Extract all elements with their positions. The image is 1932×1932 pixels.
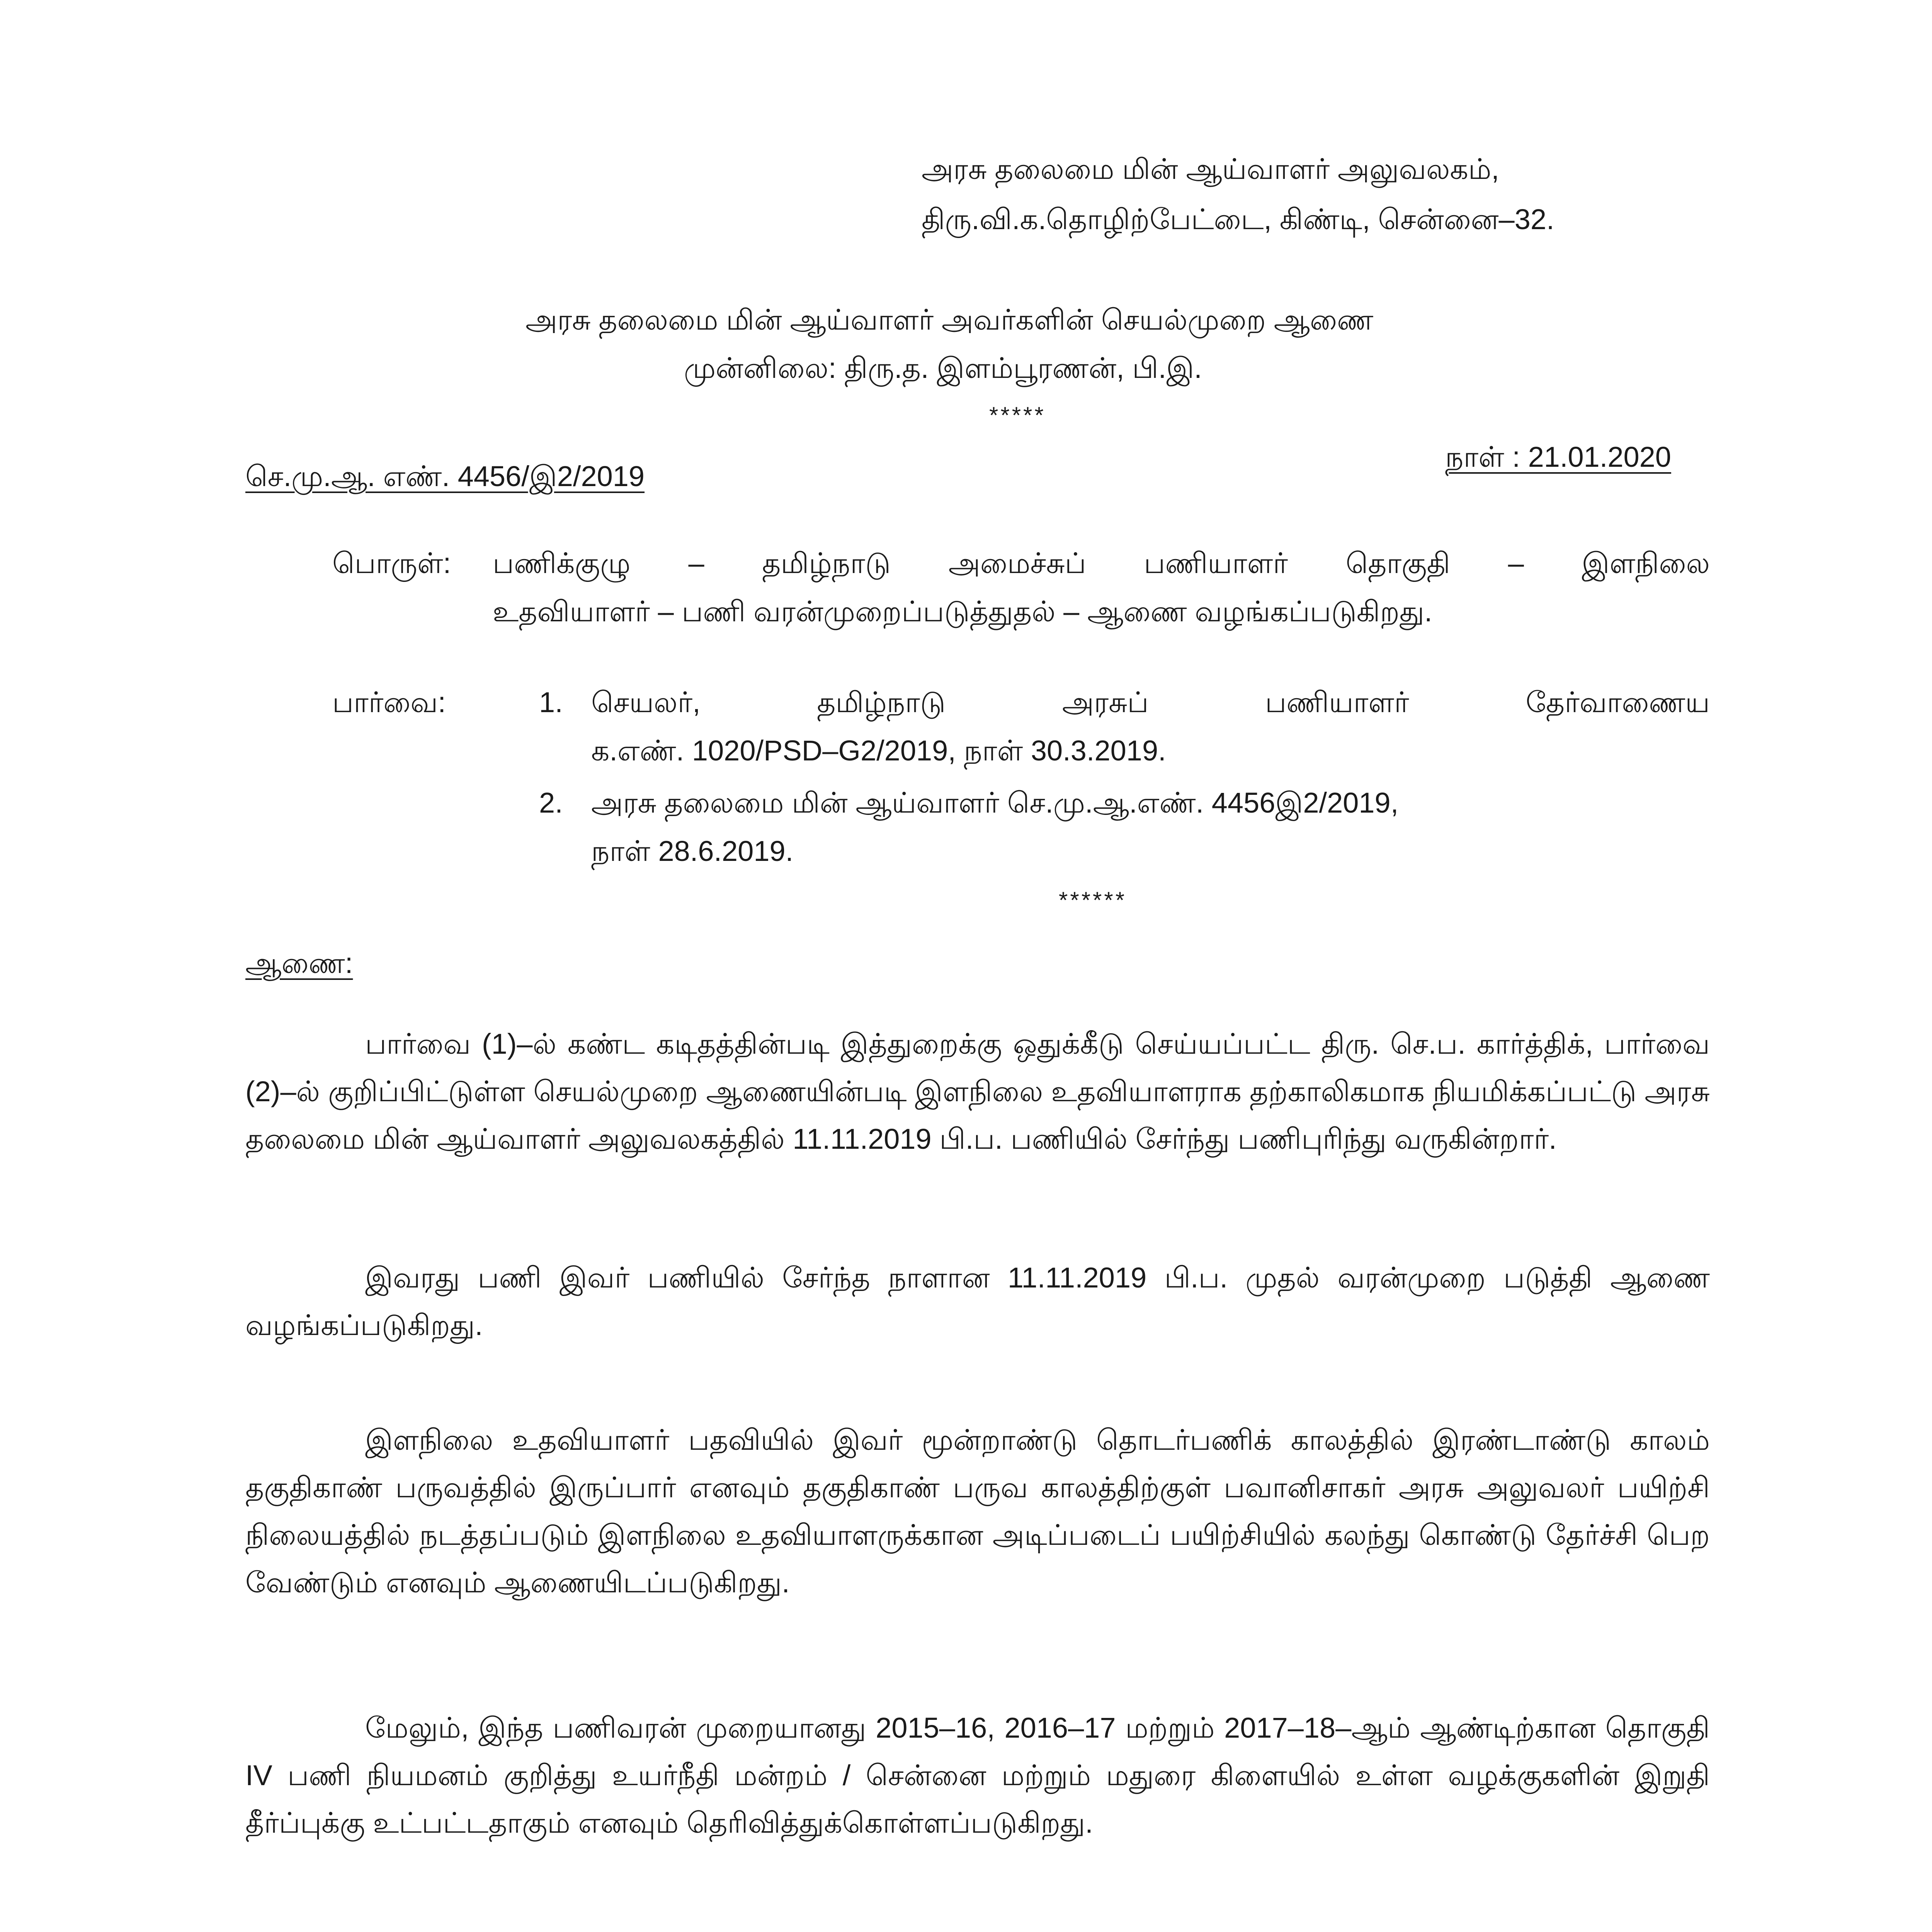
reference-2-line1: அரசு தலைமை மின் ஆய்வாளர் செ.மு.ஆ.எண். 4456இ2/2019, (591, 787, 1399, 819)
reference-1-line2: க.எண். 1020/PSD–G2/2019, நாள் 30.3.2019. (591, 735, 1166, 767)
reference-1-line1: செயலர், தமிழ்நாடு அரசுப் பணியாளர் தேர்வாணைய (591, 686, 1710, 718)
reference-1-number: 1. (539, 686, 563, 718)
subject-label: பொருள்: (332, 547, 451, 579)
reference-stars: ****** (1059, 887, 1127, 913)
references-label: பார்வை: (332, 686, 446, 718)
order-paragraph-3: இளநிலை உதவியாளர் பதவியில் இவர் மூன்றாண்டு தொடர்பணிக் காலத்தில் இரண்டாண்டு காலம் தகுதிகாண் பருவத்தில் இருப்பார் எனவும் தகுதிகாண் பருவ காலத்திற்குள் பவானிசாகர் அரசு அலுவலர் பயிற்சி நிலையத்தில் நடத்தப்படும் இளநிலை உதவியாளருக்கான அடிப்படைப் பயிற்சியில் கலந்து கொண்டு தேர்ச்சி பெற வேண்டும் எனவும் ஆணையிடப்படுகிறது. (245, 1424, 1710, 1599)
reference-2-number: 2. (539, 787, 563, 819)
order-heading: ஆணை: (245, 947, 353, 979)
order-title: அரசு தலைமை மின் ஆய்வாளர் அவர்களின் செயல்முறை ஆணை (526, 304, 1374, 336)
order-paragraph-2: இவரது பணி இவர் பணியில் சேர்ந்த நாளான 11.11.2019 பி.ப. முதல் வரன்முறை படுத்தி ஆணை வழங்கப்படுகிறது. (245, 1262, 1710, 1341)
presiding-officer: முன்னிலை: திரு.த. இளம்பூரணன், பி.இ. (684, 352, 1202, 384)
office-address-line2: திரு.வி.க.தொழிற்பேட்டை, கிண்டி, சென்னை–32. (922, 203, 1554, 235)
subject-line1: பணிக்குழு – தமிழ்நாடு அமைச்சுப் பணியாளர் தொகுதி – இளநிலை (493, 547, 1710, 579)
reference-2-line2: நாள் 28.6.2019. (591, 835, 794, 867)
title-stars: ***** (989, 402, 1046, 428)
order-date: நாள் : 21.01.2020 (1445, 441, 1671, 473)
order-paragraph-1: பார்வை (1)–ல் கண்ட கடிதத்தின்படி இத்துறைக்கு ஒதுக்கீடு செய்யப்பட்ட திரு. செ.ப. கார்த்திக், பார்வை (2)–ல் குறிப்பிட்டுள்ள செயல்முறை ஆணையின்படி இளநிலை உதவியாளராக தற்காலிகமாக நியமிக்கப்பட்டு அரசு தலைமை மின் ஆய்வாளர் அலுவலகத்தில் 11.11.2019 பி.ப. பணியில் சேர்ந்து பணிபுரிந்து வருகின்றார். (245, 1028, 1710, 1155)
subject-line2: உதவியாளர் – பணி வரன்முறைப்படுத்துதல் – ஆணை வழங்கப்படுகிறது. (493, 595, 1432, 628)
reference-number: செ.மு.ஆ. எண். 4456/இ2/2019 (245, 460, 645, 492)
office-address-line1: அரசு தலைமை மின் ஆய்வாளர் அலுவலகம், (922, 153, 1499, 185)
order-paragraph-4: மேலும், இந்த பணிவரன் முறையானது 2015–16, 2016–17 மற்றும் 2017–18–ஆம் ஆண்டிற்கான தொகுதி IV பணி நியமனம் குறித்து உயர்நீதி மன்றம் / சென்னை மற்றும் மதுரை கிளையில் உள்ள வழக்குகளின் இறுதி தீர்ப்புக்கு உட்பட்டதாகும் எனவும் தெரிவித்துக்கொள்ளப்படுகிறது. (245, 1712, 1710, 1839)
